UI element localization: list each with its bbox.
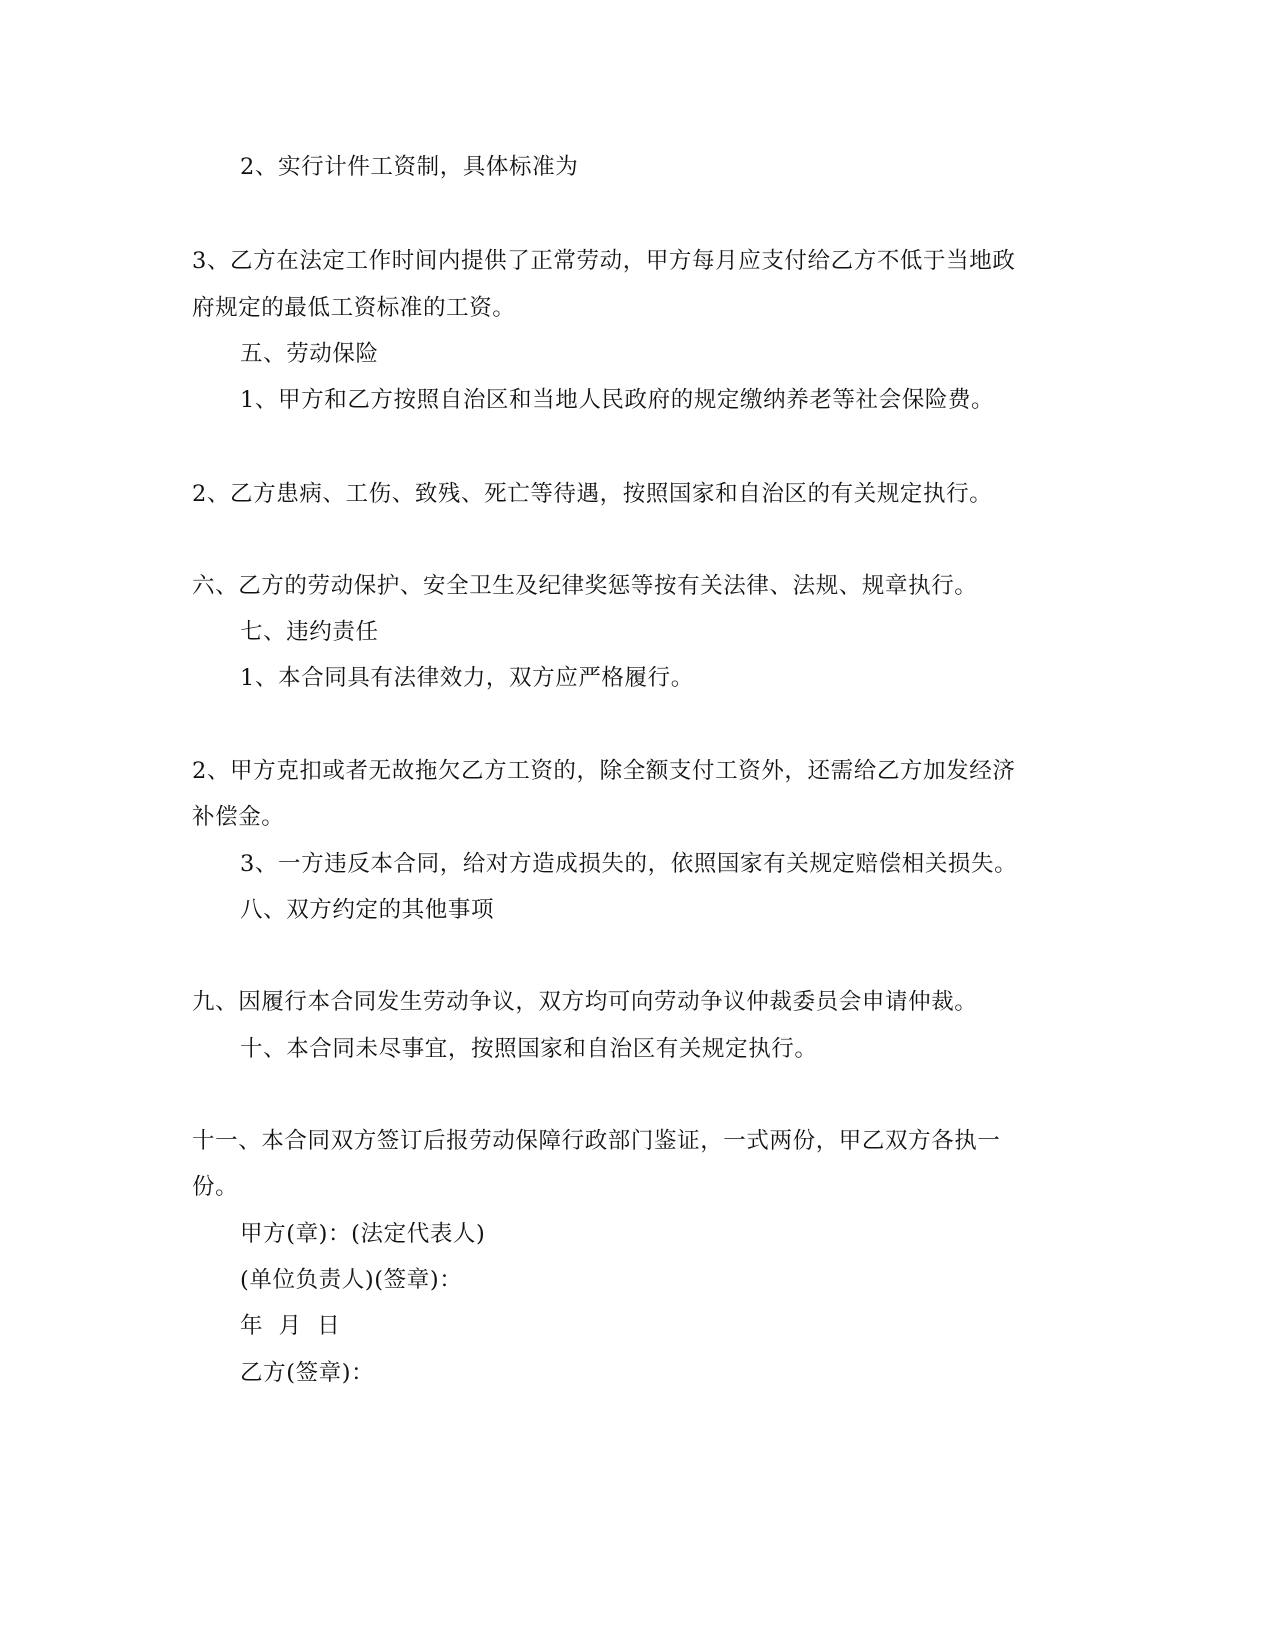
clause-legal-effect: 1、本合同具有法律效力，双方应严格履行。 — [240, 665, 694, 691]
signature-party-a: 甲方(章)：(法定代表人) — [240, 1221, 486, 1247]
section-labor-protection: 六、乙方的劳动保护、安全卫生及纪律奖惩等按有关法律、法规、规章执行。 — [192, 573, 978, 599]
signature-date: 年 月 日 — [240, 1313, 341, 1339]
section-other-matters: 八、双方约定的其他事项 — [240, 897, 495, 923]
section-dispute-arbitration: 九、因履行本合同发生劳动争议，双方均可向劳动争议仲裁委员会申请仲裁。 — [192, 989, 978, 1015]
clause-breach-compensation: 3、一方违反本合同，给对方造成损失的，依照国家有关规定赔偿相关损失。 — [240, 851, 1018, 877]
clause-wage-arrears-cont: 补偿金。 — [192, 804, 285, 830]
clause-wage-piecework: 2、实行计件工资制，具体标准为 — [240, 154, 579, 180]
signature-unit-head: (单位负责人)(签章)： — [240, 1267, 463, 1293]
section-signing-copies: 十一、本合同双方签订后报劳动保障行政部门鉴证，一式两份，甲乙双方各执一 — [192, 1128, 1001, 1154]
signature-party-b: 乙方(签章)： — [240, 1360, 375, 1386]
clause-wage-arrears: 2、甲方克扣或者无故拖欠乙方工资的，除全额支付工资外，还需给乙方加发经济 — [192, 758, 1016, 784]
clause-sickness-injury: 2、乙方患病、工伤、致残、死亡等待遇，按照国家和自治区的有关规定执行。 — [192, 481, 993, 507]
section-heading-liability: 七、违约责任 — [240, 619, 379, 645]
clause-social-insurance: 1、甲方和乙方按照自治区和当地人民政府的规定缴纳养老等社会保险费。 — [240, 387, 995, 413]
section-heading-labor-insurance: 五、劳动保险 — [240, 341, 379, 367]
clause-minimum-wage: 3、乙方在法定工作时间内提供了正常劳动，甲方每月应支付给乙方不低于当地政 — [192, 248, 1016, 274]
clause-minimum-wage-cont: 府规定的最低工资标准的工资。 — [192, 295, 516, 321]
section-signing-copies-cont: 份。 — [192, 1174, 239, 1200]
section-unaddressed-matters: 十、本合同未尽事宜，按照国家和自治区有关规定执行。 — [240, 1036, 818, 1062]
